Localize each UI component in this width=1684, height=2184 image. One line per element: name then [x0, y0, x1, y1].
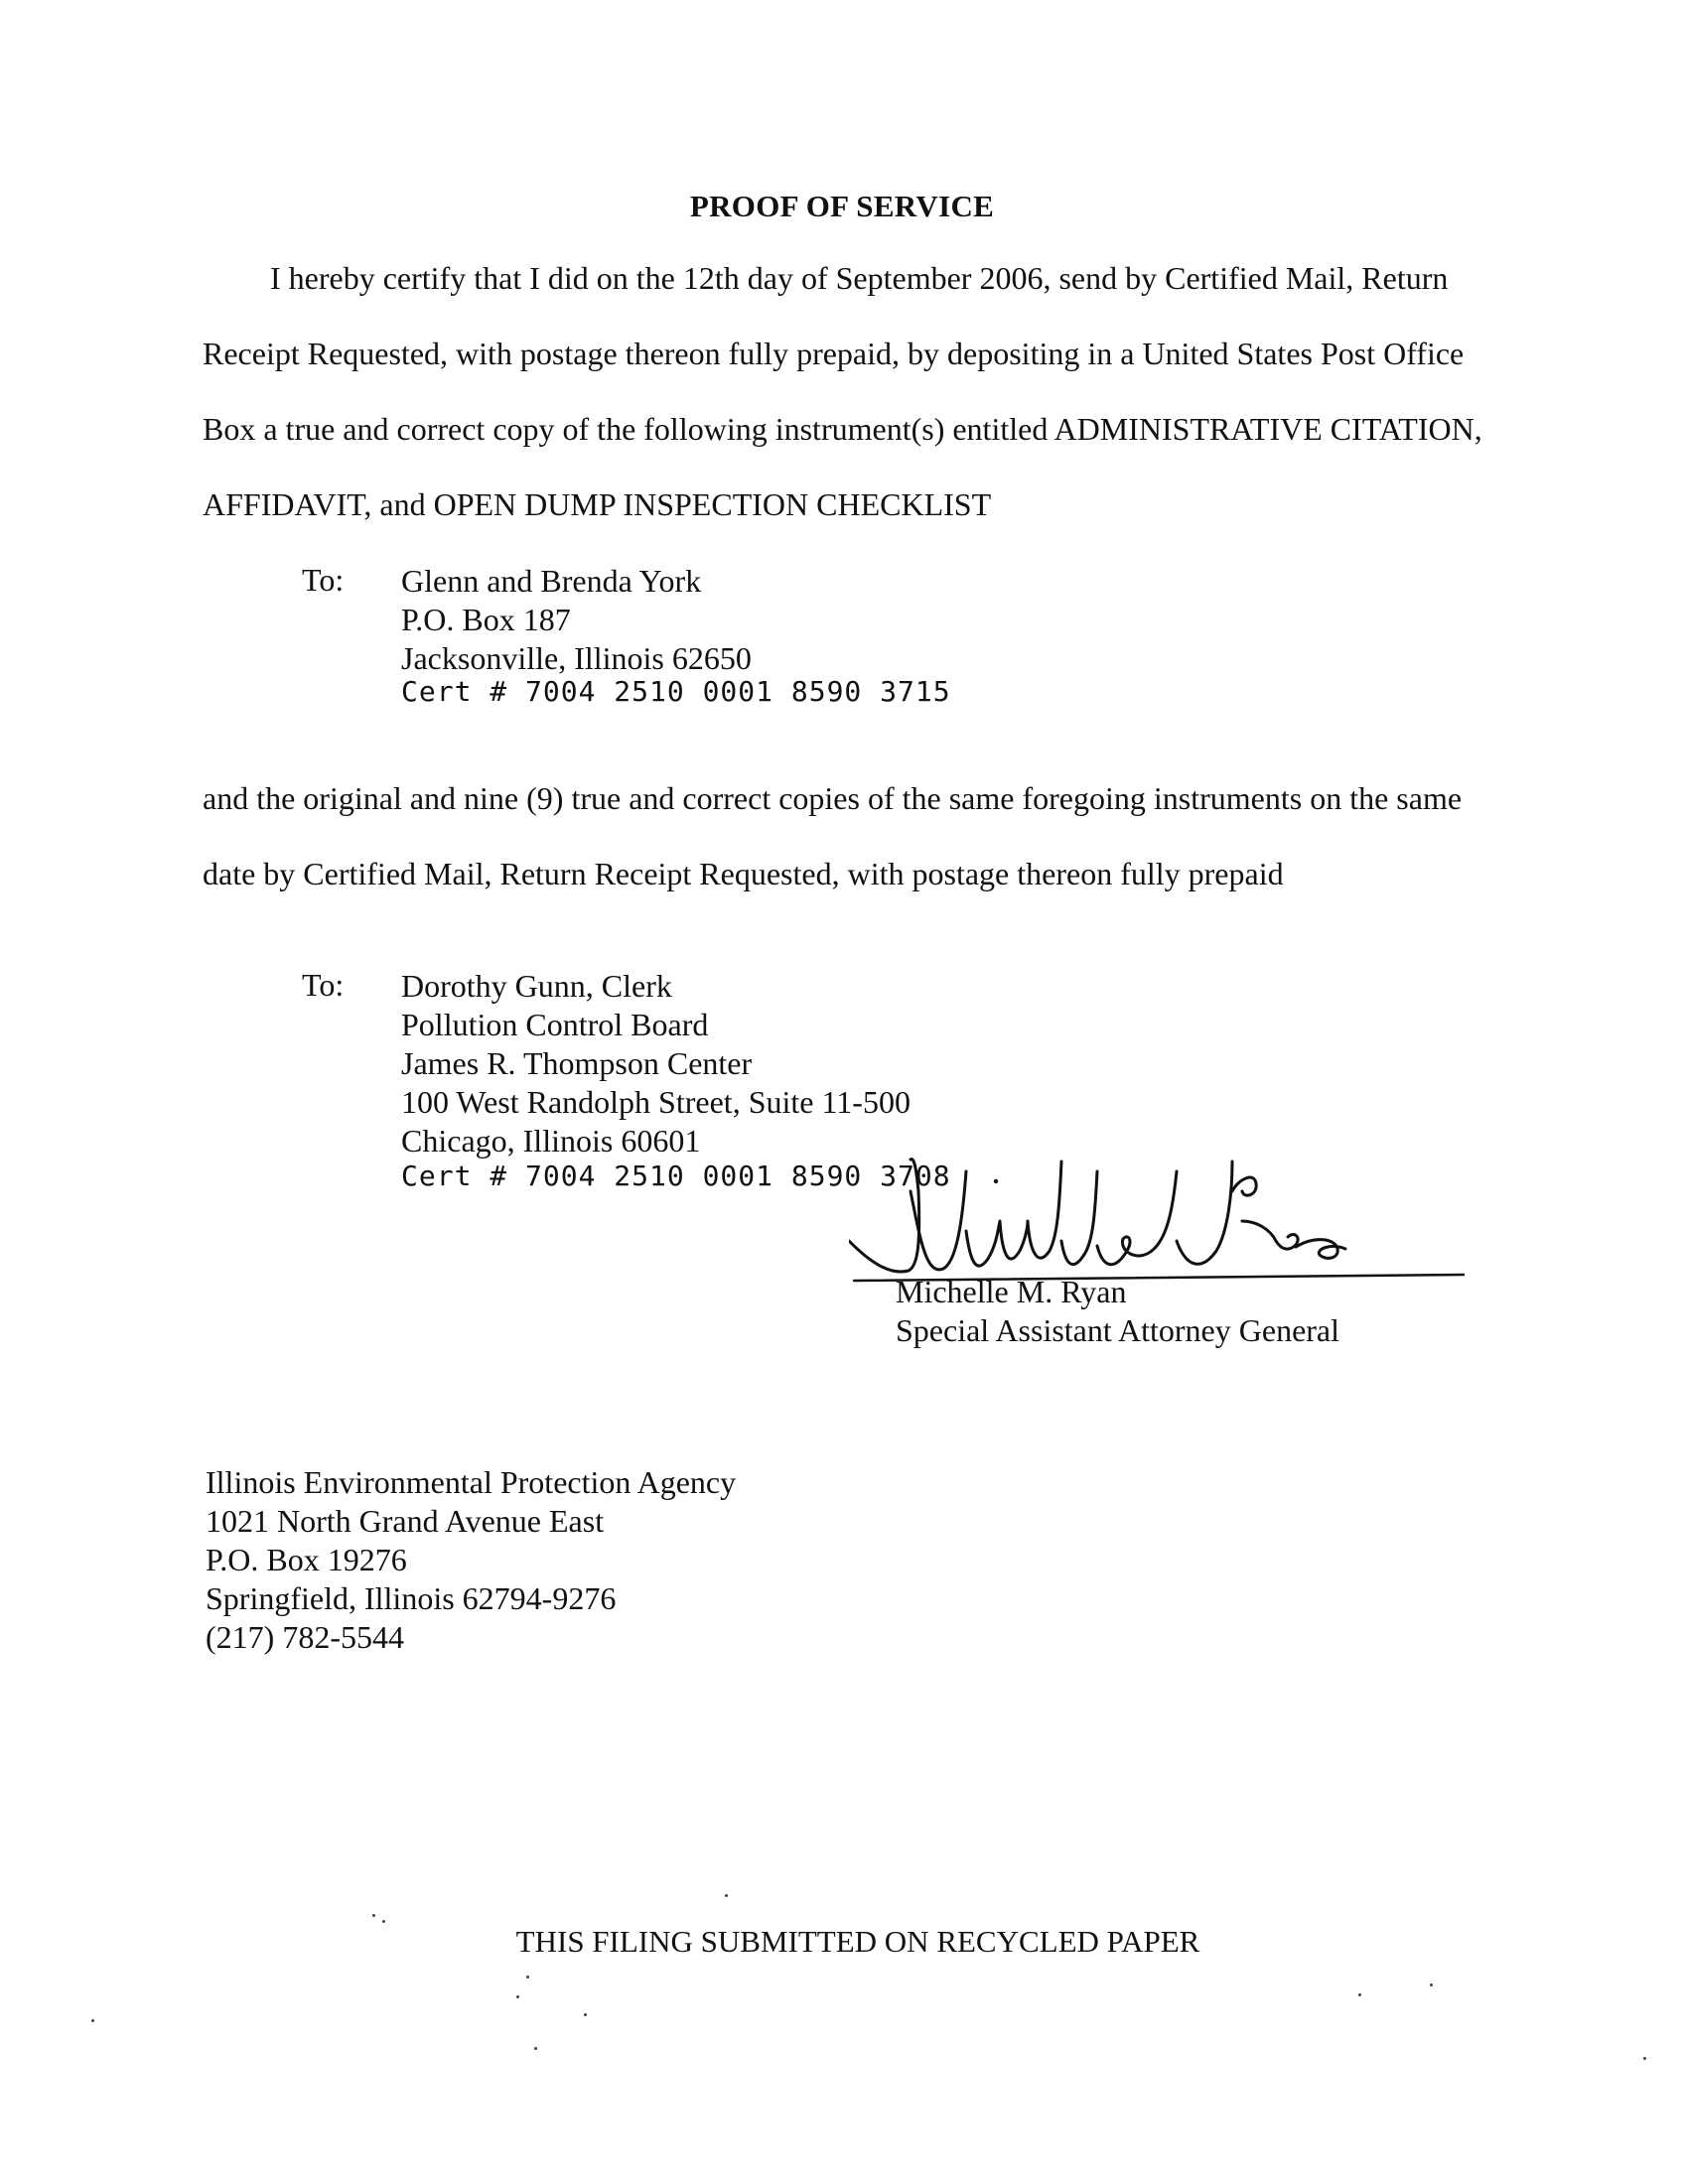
agency-name: Illinois Environmental Protection Agency	[206, 1464, 737, 1500]
scan-speck	[372, 1914, 375, 1917]
scan-speck	[584, 2013, 587, 2016]
agency-city: Springfield, Illinois 62794-9276	[206, 1580, 617, 1616]
paragraph1-line-3: Box a true and correct copy of the following instrument(s) entitled ADMINISTRATIVE CITATION,	[203, 411, 1482, 447]
agency-phone: (217) 782-5544	[206, 1619, 404, 1655]
recipient2-street: 100 West Randolph Street, Suite 11-500	[401, 1084, 911, 1120]
recycled-paper-footer: THIS FILING SUBMITTED ON RECYCLED PAPER	[515, 1924, 1200, 1959]
agency-street: 1021 North Grand Avenue East	[206, 1503, 605, 1539]
recipient2-cert-number: Cert # 7004 2510 0001 8590 3708	[401, 1160, 951, 1192]
scan-speck	[516, 1995, 519, 1998]
signer-title: Special Assistant Attorney General	[896, 1312, 1340, 1348]
scan-speck	[1430, 1983, 1433, 1986]
scan-speck	[725, 1894, 728, 1897]
scan-speck	[91, 2019, 94, 2022]
recipient1-po-box: P.O. Box 187	[401, 602, 571, 637]
recipient2-name: Dorothy Gunn, Clerk	[401, 968, 672, 1004]
paragraph2-line-2: date by Certified Mail, Return Receipt Requested, with postage thereon fully prepaid	[203, 856, 1284, 891]
agency-po-box: P.O. Box 19276	[206, 1542, 407, 1577]
signer-name: Michelle M. Ryan	[896, 1274, 1127, 1309]
document-title: PROOF OF SERVICE	[689, 189, 995, 223]
paragraph2-line-1: and the original and nine (9) true and correct copies of the same foregoing instruments on the same	[203, 780, 1463, 816]
scan-speck	[1643, 2057, 1646, 2060]
recipient2-org: Pollution Control Board	[401, 1007, 709, 1042]
recipient1-name: Glenn and Brenda York	[401, 563, 702, 599]
paragraph1-line-4: AFFIDAVIT, and OPEN DUMP INSPECTION CHECKLIST	[203, 486, 992, 522]
scan-speck	[382, 1920, 385, 1923]
recipient1-city: Jacksonville, Illinois 62650	[401, 640, 752, 676]
signer-block	[896, 1273, 1339, 1350]
agency-address-block	[206, 1463, 736, 1657]
scan-speck	[534, 2047, 537, 2050]
paragraph1-line-2: Receipt Requested, with postage thereon fully prepaid, by depositing in a United States Post Office	[203, 336, 1465, 371]
scan-speck	[1358, 1993, 1361, 1996]
recipient2-to-label: To:	[302, 967, 345, 1003]
recipient2-building: James R. Thompson Center	[401, 1045, 753, 1081]
recipient1-address	[401, 562, 951, 711]
recipient1-to-label: To:	[302, 562, 345, 598]
recipient1-cert-number: Cert # 7004 2510 0001 8590 3715	[401, 675, 951, 708]
recipient2-city: Chicago, Illinois 60601	[401, 1123, 701, 1159]
paragraph1-line-1: I hereby certify that I did on the 12th day of September 2006, send by Certified Mail, Return	[270, 260, 1449, 296]
handwritten-signature	[849, 1152, 1465, 1291]
scan-speck	[526, 1976, 529, 1979]
